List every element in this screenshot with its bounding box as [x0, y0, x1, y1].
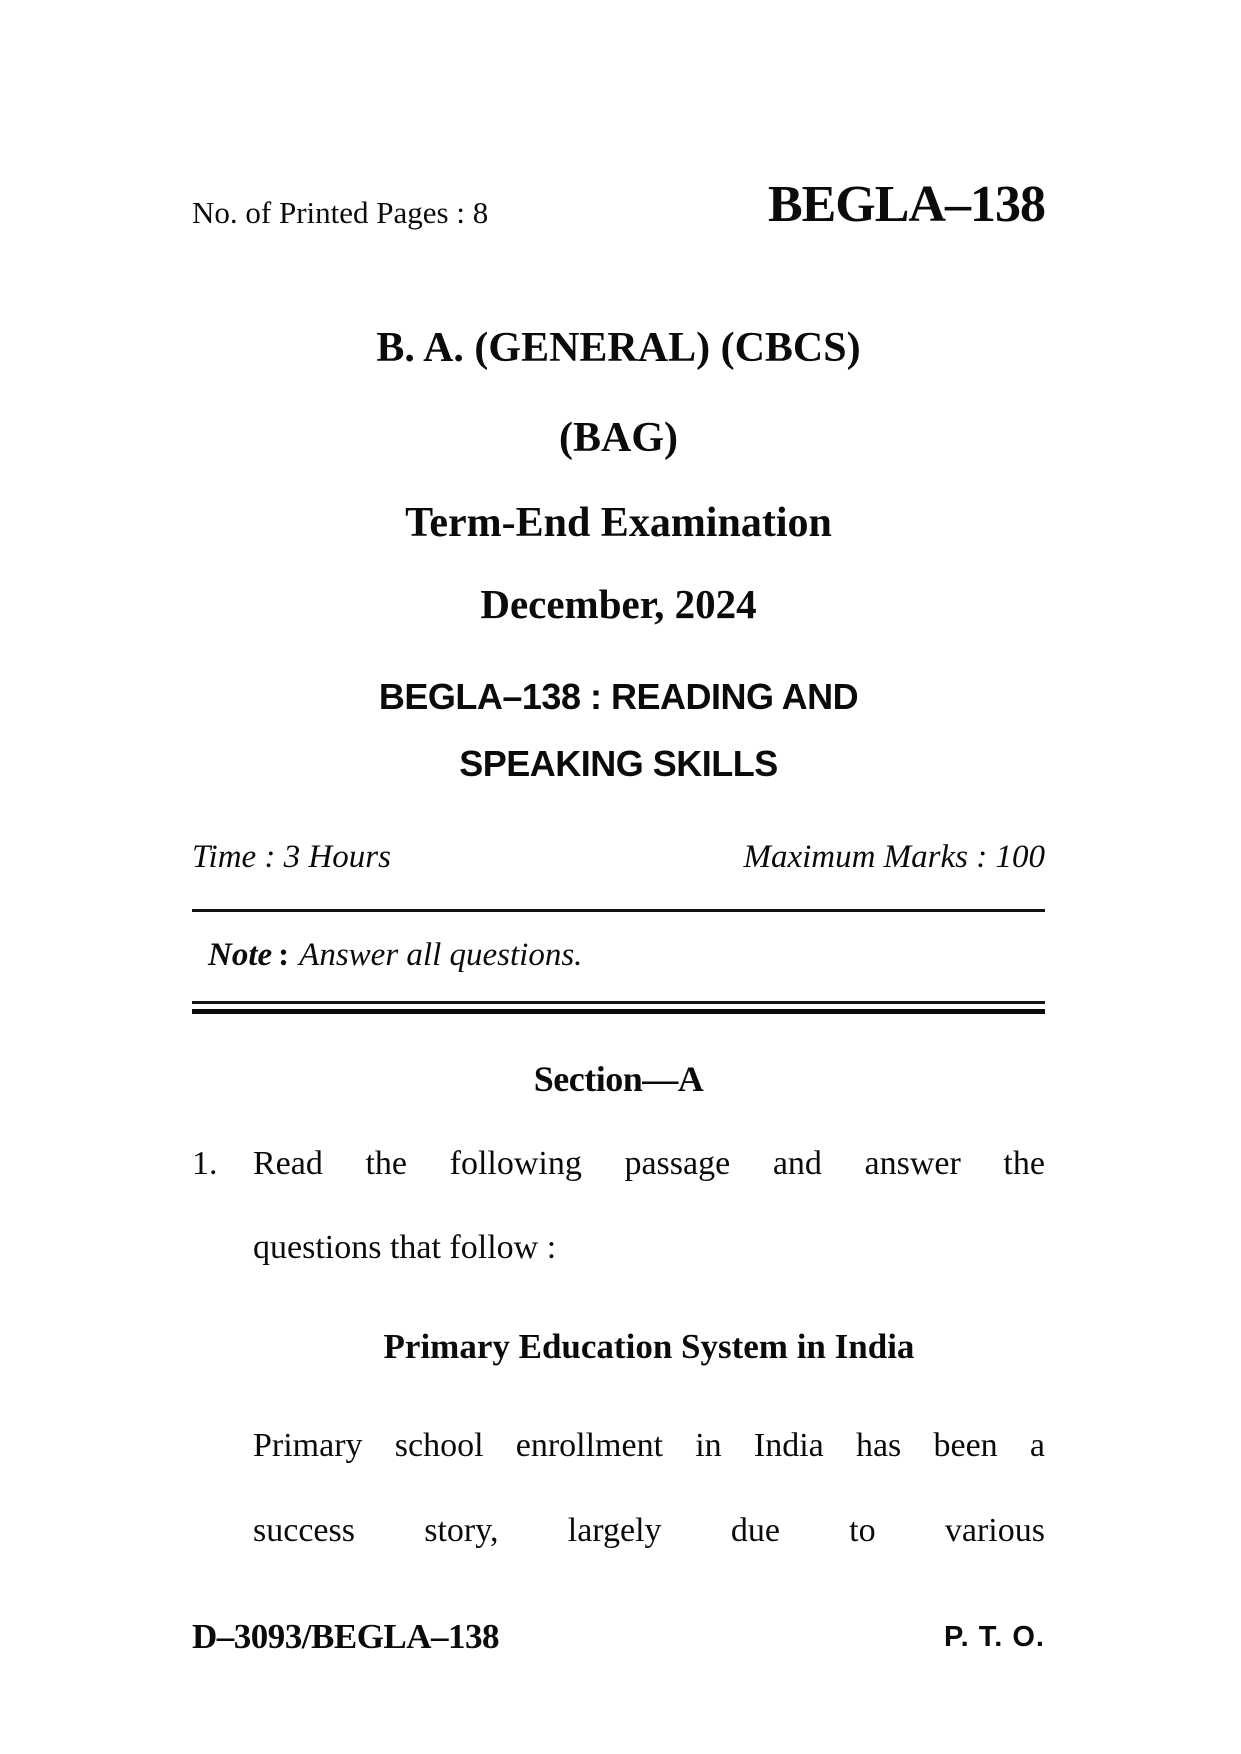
divider-rule-top: [192, 909, 1045, 912]
footer-paper-reference: D–3093/BEGLA–138: [192, 1617, 500, 1656]
passage-line2: success story, largely due to various: [253, 1512, 1045, 1549]
question-1-number: 1.: [192, 1145, 218, 1182]
note-label: Note: [208, 937, 273, 973]
printed-pages-label: No. of Printed Pages : 8: [192, 195, 489, 230]
divider-double-rule-thin: [192, 1001, 1045, 1004]
footer-pto-label: P. T. O.: [944, 1621, 1045, 1653]
course-title-line2: SPEAKING SKILLS: [459, 743, 778, 784]
note-text: Answer all questions.: [299, 937, 583, 973]
section-a-heading: Section—A: [533, 1059, 704, 1099]
time-allowed: Time : 3 Hours: [192, 839, 391, 875]
maximum-marks: Maximum Marks : 100: [743, 839, 1045, 875]
passage-line1: Primary school enrollment in India has been a: [253, 1427, 1045, 1464]
time-marks-row: [192, 841, 1045, 874]
exam-title: Term-End Examination: [405, 500, 832, 546]
page-content: [192, 0, 1045, 1754]
program-title-line2: (BAG): [559, 415, 678, 461]
question-1-line1: Read the following passage and answer the: [253, 1145, 1045, 1182]
passage-title: Primary Education System in India: [383, 1327, 915, 1366]
question-1-line2: questions that follow :: [253, 1229, 557, 1266]
course-title-line1: BEGLA–138 : READING AND: [378, 676, 859, 717]
paper-code-header: BEGLA–138: [767, 176, 1045, 233]
exam-date: December, 2024: [480, 581, 757, 627]
program-title-line1: B. A. (GENERAL) (CBCS): [376, 325, 861, 371]
divider-double-rule-thick: [192, 1009, 1045, 1014]
note-colon: :: [278, 937, 290, 973]
note-row: [208, 939, 1045, 972]
